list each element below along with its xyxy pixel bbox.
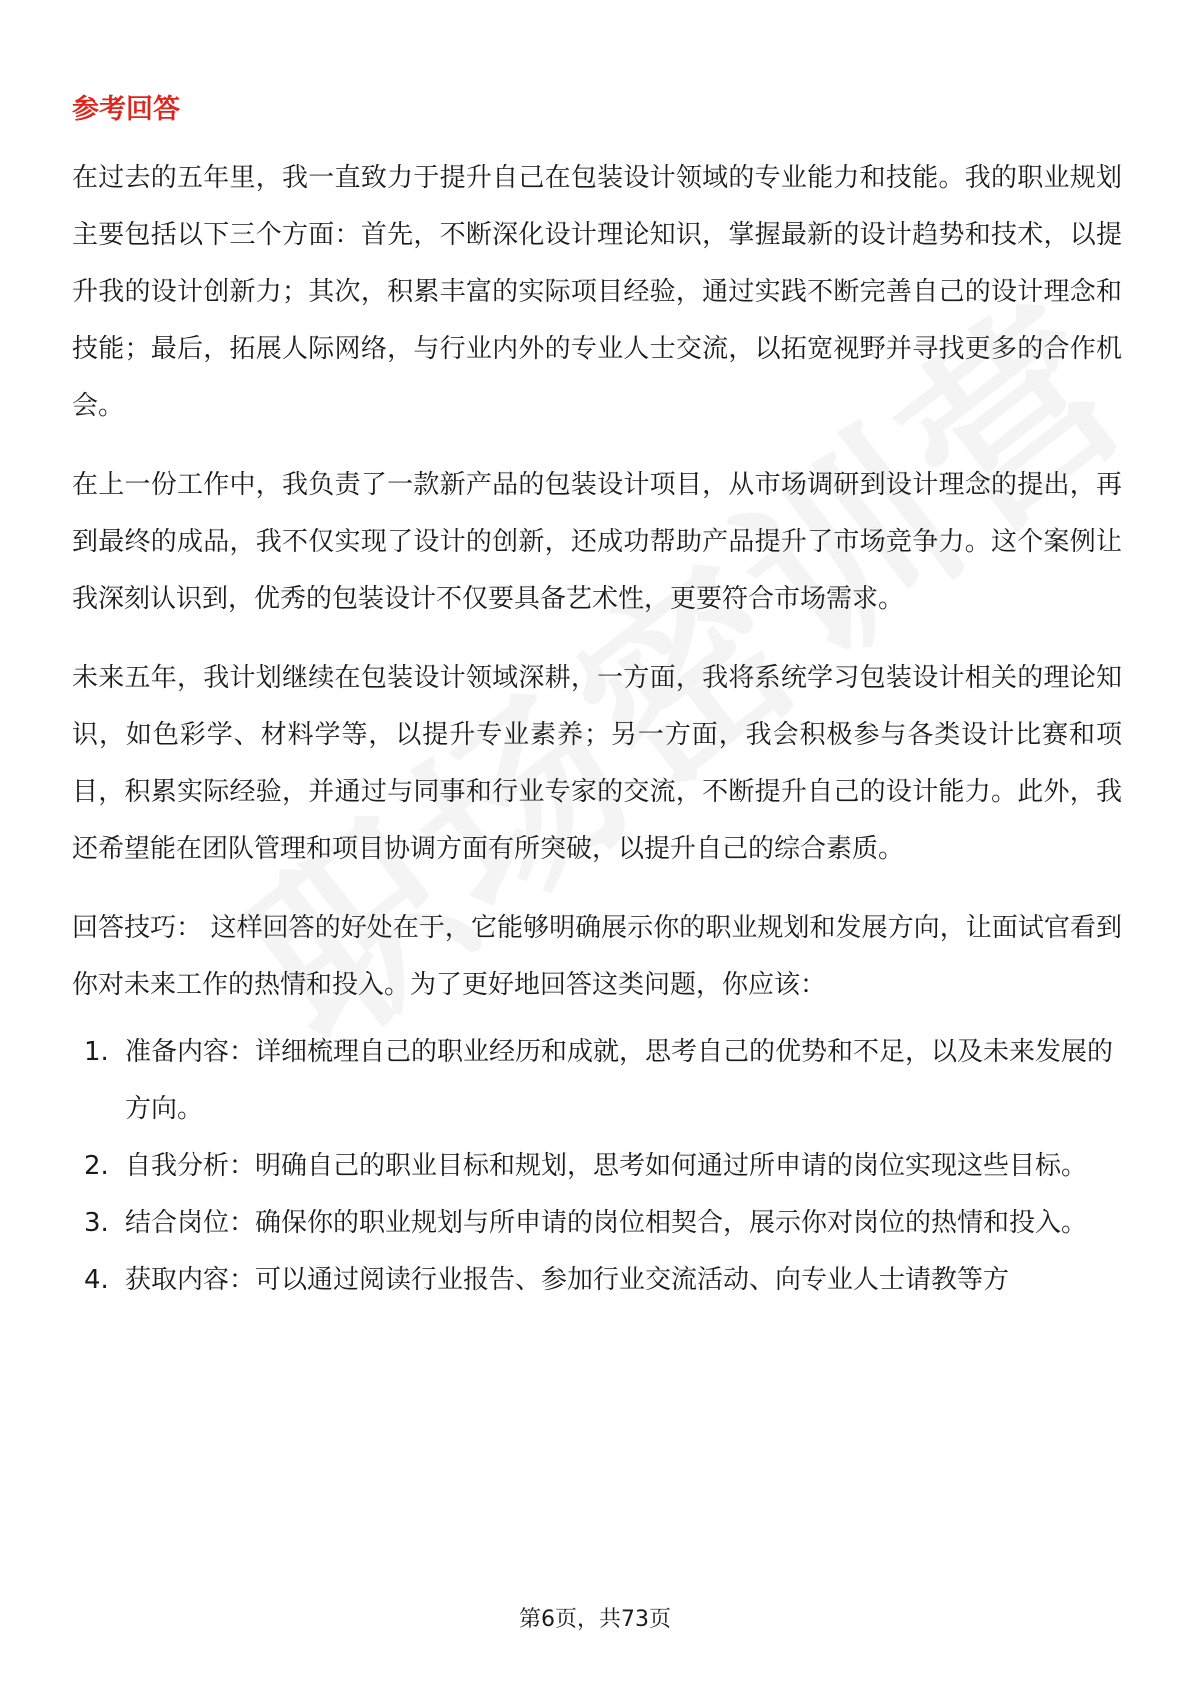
- section-heading: 参考回答: [72, 94, 180, 125]
- list-item: [72, 1024, 1122, 1138]
- list-item-text: 结合岗位：确保你的职业规划与所申请的岗位相契合，展示你对岗位的热情和投入。: [125, 1208, 1088, 1238]
- paragraph-career-plan: 在过去的五年里，我一直致力于提升自己在包装设计领域的专业能力和技能。我的职业规划主要包括以下三个方面：首先，不断深化设计理论知识，掌握最新的设计趋势和技术，以提升我的设计创新力；其次，积累丰富的实际项目经验，通过实践不断完善自己的设计理念和技能；最后，拓展人际网络，与行业内外的专业人士交流，以拓宽视野并寻找更多的合作机会。: [72, 163, 1122, 421]
- page-footer: 第6页，共73页: [519, 1607, 671, 1632]
- list-number: 4.: [84, 1265, 109, 1295]
- list-item: [72, 1252, 1122, 1309]
- list-item-text: 自我分析：明确自己的职业目标和规划，思考如何通过所申请的岗位实现这些目标。: [125, 1151, 1088, 1181]
- list-number: 3.: [84, 1208, 109, 1238]
- list-item-text: 获取内容：可以通过阅读行业报告、参加行业交流活动、向专业人士请教等方: [125, 1265, 1010, 1295]
- list-item: [72, 1138, 1122, 1195]
- paragraph-future-plan: 未来五年，我计划继续在包装设计领域深耕，一方面，我将系统学习包装设计相关的理论知识，如色彩学、材料学等，以提升专业素养；另一方面，我会积极参与各类设计比赛和项目，积累实际经验，并通过与同事和行业专家的交流，不断提升自己的设计能力。此外，我还希望能在团队管理和项目协调方面有所突破，以提升自己的综合素质。: [72, 663, 1122, 864]
- list-number: 1.: [84, 1037, 109, 1067]
- content-area: [72, 92, 1122, 1309]
- paragraph-answer-tips: 回答技巧： 这样回答的好处在于，它能够明确展示你的职业规划和发展方向，让面试官看到你对未来工作的热情和投入。为了更好地回答这类问题，你应该：: [72, 913, 1122, 1000]
- list-number: 2.: [84, 1151, 109, 1181]
- list-item: [72, 1195, 1122, 1252]
- tips-list: [72, 1024, 1122, 1309]
- paragraph-project-case: 在上一份工作中，我负责了一款新产品的包装设计项目，从市场调研到设计理念的提出，再到最终的成品，我不仅实现了设计的创新，还成功帮助产品提升了市场竞争力。这个案例让我深刻认识到，优秀的包装设计不仅要具备艺术性，更要符合市场需求。: [72, 470, 1122, 614]
- list-item-text: 准备内容：详细梳理自己的职业经历和成就，思考自己的优势和不足，以及未来发展的方向。: [125, 1037, 1114, 1124]
